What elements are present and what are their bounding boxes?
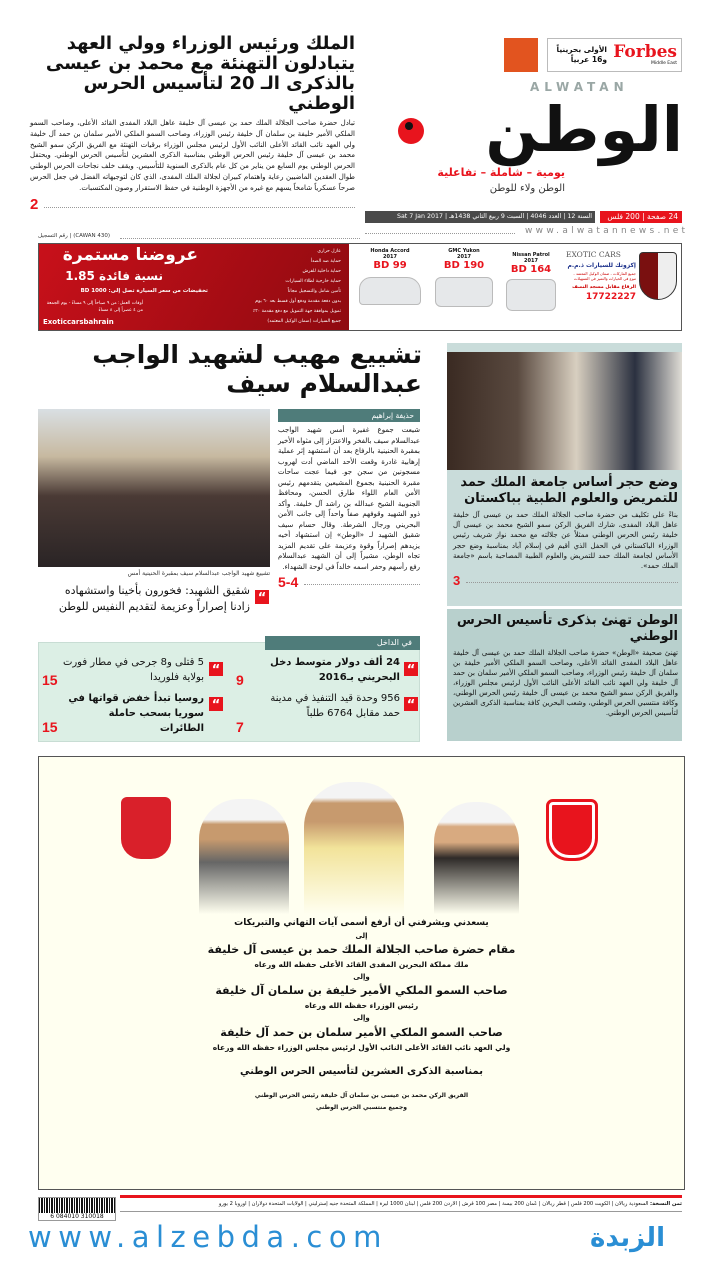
- car-name: Honda Accord 2017: [370, 248, 410, 260]
- quote-icon: “: [404, 697, 418, 711]
- car-offer: [501, 252, 561, 311]
- feature-item: تأمين شامل والتسجيل مجاناً: [287, 289, 341, 294]
- brand-ar: إكزوتك للسيارات ذ.م.م: [567, 262, 636, 269]
- car-price: BD 190: [443, 260, 485, 271]
- inside-item-page[interactable]: 15: [42, 719, 58, 735]
- congrats-headline[interactable]: [453, 613, 678, 645]
- inside-item[interactable]: 24 ألف دولار متوسط دخل البحريني بـ2016: [270, 657, 400, 683]
- feature-item: بدون دفعة مقدمة ودفع أول قسط بعد ٦٠ يوم: [255, 299, 341, 304]
- greeting-line: صاحب السمو الملكي الأمير سلمان بن حمد آل خليفة: [220, 1026, 503, 1039]
- car-price: BD 99: [373, 260, 407, 271]
- greeting-line: ولي العهد نائب القائد الأعلى النائب الأول لرئيس مجلس الوزراء حفظه الله ورعاه: [212, 1043, 511, 1052]
- pakistan-story: [453, 475, 678, 587]
- car-ad-hours: أوقات العمل: من ٩ صباحاً إلى ٩ مساءً - يوم الجمعة من ٤ عصراً إلى ٨ مساءً: [46, 301, 143, 313]
- car-ad-instagram[interactable]: Exoticcarsbahrain: [43, 318, 114, 326]
- car-offer: [431, 248, 497, 307]
- portrait-crown-prince: [434, 802, 519, 914]
- issue-info: السنة 12 | العدد 4046 | السبت 9 ربيع الثاني 1438هـ | Sat 7 Jan 2017: [365, 211, 595, 223]
- brand-name: EXOTIC CARS: [566, 250, 621, 259]
- inside-item-page[interactable]: 15: [42, 672, 58, 688]
- feature-item: حماية ضد الصدأ: [310, 259, 341, 264]
- feature-item: حماية داخلية للفرش: [302, 269, 341, 274]
- congrats-brand: الوطن: [636, 613, 678, 628]
- top-story-body: تبادل حضرة صاحب الجلالة الملك حمد بن عيسى آل خليفة عاهل البلاد المفدى القائد الأعلى، وصاحب السمو الملكي الأمير خليفة بن سلمان آل خليفة رئيس الوزراء، وصاحب السمو الملكي الأمير سلمان بن حمد آل خليفة ولي العهد نائب القائد الأعلى النائب الأول لرئيس مجلس الوزراء برقيات التهنئة مع الفريق الركن سمو الشيخ محمد بن عيسى آل خليفة رئيس الحرس الوطني بمناسبة الذكرى العشرين لتأسيس الحرس الوطني. ويحتفل الحرس الوطني يوم السابع من يناير من كل عام بالذكرى السنوية للتأسيس. ويقف خلف نجاحات الحرس الوطني طوال العقدين الماضيين رعاية واهتمام كبيران لجلالة الملك المفدى، الذي كان لتوجيهاته الفضل في جعل الحرس صرحاً عسكرياً شامخاً يسهم مع غيره من الأجهزة الوطنية في حفظ الاستقرار وصون المكتسبات.: [30, 119, 355, 192]
- watermark-url: www.alzebda.com: [28, 1220, 388, 1254]
- greeting-line: صاحب السمو الملكي الأمير خليفة بن سلمان آل خليفة: [215, 984, 508, 997]
- top-story: [30, 34, 355, 212]
- divider: [304, 584, 420, 585]
- feature-item: تمويل بموافقة جهة التمويل مع دفع مقدمة ٢٠٪: [252, 309, 341, 314]
- brand-location: الرفاع مقابل مسجد النصف: [572, 285, 636, 290]
- top-story-headline[interactable]: الملك ورئيس الوزراء وولي العهد يتبادلون التهنئة مع محمد بن عيسى بالذكرى الـ 20 لتأسيس الحرس الوطني: [45, 33, 355, 114]
- masthead-slogan: الوطن ولاء للوطن: [489, 183, 565, 194]
- portrait-prime-minister: [199, 799, 289, 914]
- quote-icon: “: [404, 662, 418, 676]
- car-offer: [355, 248, 425, 305]
- pakistan-footer: [453, 574, 678, 587]
- main-story-column: [278, 409, 420, 589]
- inside-title: في الداخل: [265, 636, 420, 650]
- feature-item: حماية خارجية لطلاء السيارات: [285, 279, 341, 284]
- greeting-line: ملك مملكة البحرين المفدى القائد الأعلى حفظه الله ورعاه: [254, 960, 469, 969]
- national-guard-emblem-icon: [121, 797, 171, 859]
- car-name: Nissan Patrol 2017: [512, 252, 550, 264]
- award-emblem-icon: [504, 38, 538, 72]
- greeting-line: وإلى: [353, 973, 370, 981]
- bahrain-coat-of-arms-icon: [549, 802, 595, 858]
- portrait-king: [304, 782, 404, 914]
- pakistan-body: بناءً على تكليف من حضرة صاحب الجلالة الملك حمد بن عيسى آل خليفة عاهل البلاد المفدى، شارك الفريق الركن سمو الشيخ محمد بن عيسى آل خليفة رئيس الحرس الوطني ممثلاً عن جلالته مع محمد نواز شريف رئيس الوزراء الباكستاني في الحفل الذي أقيم في إسلام آباد بمناسبة وضع حجر الأساس لجامعة الملك حمد للتمريض والعلوم الطبية المصاحبة باسم «جامعة الملك حمد».: [453, 511, 678, 571]
- car-ad-brand: [566, 250, 636, 302]
- site-url[interactable]: www.alwatannews.net: [525, 226, 689, 236]
- car-name: GMC Yukon 2017: [448, 248, 480, 260]
- barcode-number: 6 084010 310018: [39, 1213, 115, 1220]
- pakistan-photo: [447, 352, 682, 470]
- main-story-body: شيعت جموع غفيرة أمس شهيد الواجب عبدالسلام سيف بالفخر والاعتزاز إلى مثواه الأخير بمقبرة الحنينية بالرفاع بعد أن استشهد إثر عملية إرهابية غادرة وقعت الأحد الماضي أدت لهروب مسجونين من سجن جو. فيما عجت ساحات مقبرة الحنينية بجموع المشيعين يتقدمهم رئيس الأمن العام اللواء طارق الحسن، ومحافظ الجنوبية الشيخ عبدالله بن راشد آل خليفة. وأكد ذوو الشهيد وقوفهم صفاً واحداً إلى جانب الأمن البحريني ورجال الشرطة. وقال حسام سيف شقيق الشهيد لـ «الوطن» إن استشهاد أخيه يزيدهم إصراراً وقوة وعزيمة على تقديم المزيد تجاه الوطن، مشيراً إلى أن الشهيد عبدالسلام رفع رأسهم وحفر اسمه خالداً في لوحة الشهداء.: [278, 426, 420, 571]
- watermark-logo: الزبدة: [590, 1223, 665, 1253]
- congrats-body: تهنئ صحيفة «الوطن» حضرة صاحب الجلالة الملك حمد بن عيسى آل خليفة عاهل البلاد المفدى القائد الأعلى، وصاحب السمو الملكي الأمير خليفة بن سلمان آل خليفة رئيس الوزراء، وصاحب السمو الملكي الأمير سلمان بن حمد آل خليفة ولي العهد نائب القائد الأعلى النائب الأول لرئيس مجلس الوزراء، والفريق الركن سمو الشيخ محمد بن عيسى آل خليفة رئيس الحرس الوطني، وكافة منتسبي الحرس الوطني، وشعب البحرين كافة بمناسبة الذكرى العشرين لتأسيس الحرس الوطني.: [453, 649, 678, 717]
- price-list: السعودية ريالان | الكويت 200 فلس | قطر ريالان | عُمان 200 بيسة | مصر 100 قرش | الأردن 200 فلس | لبنان 1000 ليرة | المملكة المتحدة جنيه إسترليني | الولايات المتحدة دولاران | أوروبا 2 يورو: [218, 1201, 649, 1207]
- main-story-page[interactable]: 5-4: [278, 574, 299, 590]
- greeting-line: يسعدني ويشرفني أن أرفع أسمى آيات التهاني والتبريكات: [234, 918, 489, 928]
- congrats-title: تهنئ بذكرى تأسيس الحرس الوطني: [456, 613, 678, 644]
- masthead-tagline: يومية – شاملة – تفاعلية: [437, 166, 565, 179]
- car-image: [506, 279, 556, 311]
- congrats-story: [453, 613, 678, 718]
- price-label: ثمن النسخة:: [650, 1201, 682, 1207]
- pages-price: 24 صفحة | 200 فلس: [600, 211, 682, 223]
- logo-dot-icon: [405, 122, 413, 130]
- top-story-footer: [30, 197, 355, 212]
- quote-icon: “: [209, 697, 223, 711]
- car-image: [359, 277, 421, 305]
- brand-desc: جميع الماركات - ضمان الوكيل المعتمد - تنوع في الخيارات والتميز في التسهيلات: [573, 271, 636, 281]
- car-ad-discount: تخفيضات من سعر السيارة تصل إلى: BD 1000: [80, 288, 208, 294]
- inside-item-page[interactable]: 7: [236, 719, 244, 735]
- footer-prices: [120, 1201, 682, 1212]
- inside-item[interactable]: 956 وحدة قيد التنفيذ في مدينة حمد مقابل 6764 طلباً: [270, 693, 400, 719]
- forbes-sub: Middle East: [650, 61, 677, 66]
- greeting-line: وجميع منتسبي الحرس الوطني: [315, 1104, 408, 1111]
- car-price: BD 164: [510, 264, 552, 275]
- divider: [466, 582, 678, 583]
- car-ad-rate: نسبة فائدة 1.85: [65, 269, 163, 283]
- greeting-line: وإلى: [353, 1014, 370, 1022]
- registration: رقم التسجيل | (CAWAN 430): [38, 233, 111, 239]
- inside-item[interactable]: 5 قتلى و8 جرحى في مطار فورت بولاية فلوريدا: [62, 657, 204, 683]
- masthead-logo[interactable]: الوطن: [485, 93, 683, 166]
- main-quote: شقيق الشهيد: فخورون بأخينا واستشهاده زادنا إصراراً وعزيمة لتقديم النفيس للوطن: [58, 584, 250, 613]
- feature-item: جميع السيارات (ضمان الوكيل المعتمد): [267, 319, 341, 324]
- photo-caption: تشييع شهيد الواجب عبدالسلام سيف بمقبرة الحنينية أمس: [127, 570, 270, 577]
- forbes-badge-text: الأولى بحرينياً و16 عربياً: [556, 45, 607, 64]
- byline: حذيفة إبراهيم: [278, 409, 420, 422]
- greeting-text: [39, 917, 684, 1114]
- feature-item: عازل حراري: [317, 249, 341, 254]
- divider: [120, 238, 360, 239]
- inside-item-page[interactable]: 9: [236, 672, 244, 688]
- greeting-line: مقام حضرة صاحب الجلالة الملك حمد بن عيسى آل خليفة: [207, 943, 516, 956]
- greeting-line: الفريق الركن محمد بن عيسى بن سلمان آل خليفة رئيس الحرس الوطني: [254, 1092, 469, 1099]
- greeting-line: إلى: [355, 932, 368, 940]
- main-story-footer: [278, 575, 420, 589]
- car-image: [435, 277, 493, 307]
- quote-icon: “: [209, 662, 223, 676]
- car-ad-features: [199, 247, 341, 327]
- forbes-logo: Forbes: [613, 42, 677, 62]
- pakistan-headline[interactable]: وضع حجر أساس جامعة الملك حمد للتمريض والعلوم الطبية بباكستان: [460, 475, 678, 506]
- quote-icon: “: [255, 587, 269, 606]
- pakistan-page[interactable]: 3: [453, 573, 461, 589]
- car-ad-title: عروضنا مستمرة: [62, 245, 198, 265]
- car-ad-banner[interactable]: [38, 243, 682, 331]
- footer-red-rule: [120, 1195, 682, 1198]
- barcode: [38, 1197, 116, 1221]
- main-headline[interactable]: تشييع مهيب لشهيد الواجب عبدالسلام سيف: [92, 340, 422, 398]
- greeting-line: بمناسبة الذكرى العشرين لتأسيس الحرس الوطني: [240, 1066, 483, 1077]
- divider: [44, 207, 355, 208]
- divider: [365, 233, 515, 234]
- greeting-line: رئيس الوزراء حفظه الله ورعاه: [304, 1001, 419, 1010]
- funeral-photo: [38, 409, 270, 567]
- forbes-badge: [547, 38, 682, 72]
- exotic-cars-shield-icon: [639, 252, 677, 300]
- top-story-page[interactable]: 2: [30, 195, 39, 213]
- brand-phone: 17722227: [585, 292, 636, 302]
- inside-item[interactable]: روسيا تبدأ خفض قواتها في سوريا بسحب حاملة الطائرات: [68, 693, 204, 734]
- masthead-latin: ALWATAN: [530, 80, 629, 94]
- greeting-ad: [38, 756, 685, 1190]
